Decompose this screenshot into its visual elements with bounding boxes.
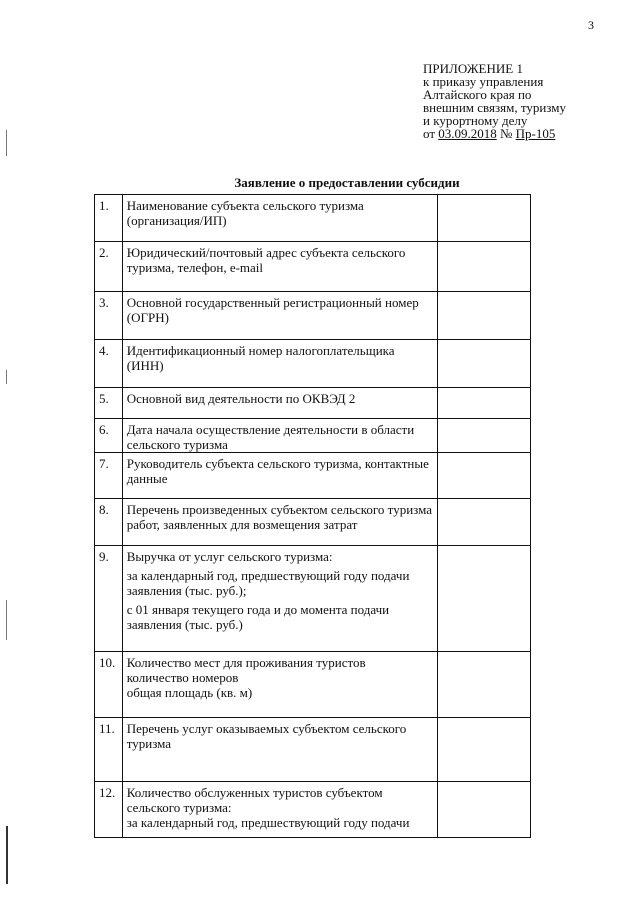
revenue-heading: Выручка от услуг сельского туризма: [126,549,333,564]
row-label: Руководитель субъекта сельского туризма, контактные данные [122,453,437,499]
value-cell[interactable] [438,388,531,419]
row-number: 12. [95,782,123,838]
table-row [95,546,531,652]
served-tourists-line: Количество обслуженных туристов субъектом сельского туризма: [126,785,383,815]
value-cell[interactable] [438,419,531,453]
row-label: Основной вид деятельности по ОКВЭД 2 [122,388,437,419]
order-line: внешним связям, туризму [423,100,566,115]
row-label [122,546,437,652]
document-title: Заявление о предоставлении субсидии [234,175,460,190]
value-cell[interactable] [438,782,531,838]
row-label [122,652,437,718]
value-cell[interactable] [438,292,531,340]
row-label: Основной государственный регистрационный номер (ОГРН) [122,292,437,340]
row-number: 7. [95,453,123,499]
scan-edge-mark [6,130,7,156]
value-cell[interactable] [438,652,531,718]
row-number: 11. [95,718,123,782]
scan-edge-mark [6,600,7,640]
table-row [95,652,531,718]
table-row [95,419,531,453]
table-row [95,292,531,340]
table-row [95,782,531,838]
page-number: 3 [588,18,594,32]
row-number: 10. [95,652,123,718]
table-row [95,499,531,546]
row-label: Идентификационный номер налогоплательщика (ИНН) [122,340,437,388]
rooms-count-line: количество номеров [126,670,239,685]
scan-edge-mark [6,826,8,884]
scan-edge-mark [6,370,7,384]
row-label: Дата начала осуществление деятельности в области сельского туризма [122,419,437,453]
row-number: 5. [95,388,123,419]
value-cell[interactable] [438,546,531,652]
application-table [94,194,531,838]
total-area-line: общая площадь (кв. м) [126,685,253,700]
row-number: 8. [95,499,123,546]
number-sign: № [500,126,513,141]
date-prefix: от [423,126,436,141]
order-line: Алтайского края по [423,87,532,102]
row-number: 1. [95,195,123,242]
table-row [95,718,531,782]
row-number: 4. [95,340,123,388]
row-label: Перечень произведенных субъектом сельского туризма работ, заявленных для возмещения затрат [122,499,437,546]
value-cell[interactable] [438,340,531,388]
served-tourists-period: за календарный год, предшествующий году подачи [126,815,410,830]
table-row [95,195,531,242]
tourist-places-line: Количество мест для проживания туристов [126,655,366,670]
order-number: Пр-105 [515,126,556,141]
order-line: и курортному делу [423,113,528,128]
row-label: Перечень услуг оказываемых субъектом сельского туризма [122,718,437,782]
row-number: 6. [95,419,123,453]
revenue-current-year: с 01 января текущего года и до момента подачи заявления (тыс. руб.) [126,602,390,632]
revenue-previous-year: за календарный год, предшествующий году подачи заявления (тыс. руб.); [126,568,410,598]
appendix-header [423,62,623,140]
value-cell[interactable] [438,499,531,546]
value-cell[interactable] [438,453,531,499]
row-number: 9. [95,546,123,652]
table-row [95,388,531,419]
row-number: 2. [95,242,123,292]
table-row [95,453,531,499]
row-label: Наименование субъекта сельского туризма (организация/ИП) [122,195,437,242]
order-date-line [423,127,623,140]
order-date: 03.09.2018 [438,126,497,141]
value-cell[interactable] [438,718,531,782]
value-cell[interactable] [438,195,531,242]
table-row [95,242,531,292]
row-number: 3. [95,292,123,340]
row-label: Юридический/почтовый адрес субъекта сельского туризма, телефон, e-mail [122,242,437,292]
order-line: к приказу управления [423,74,544,89]
table-row [95,340,531,388]
appendix-label: ПРИЛОЖЕНИЕ 1 [423,61,523,76]
row-label [122,782,437,838]
value-cell[interactable] [438,242,531,292]
